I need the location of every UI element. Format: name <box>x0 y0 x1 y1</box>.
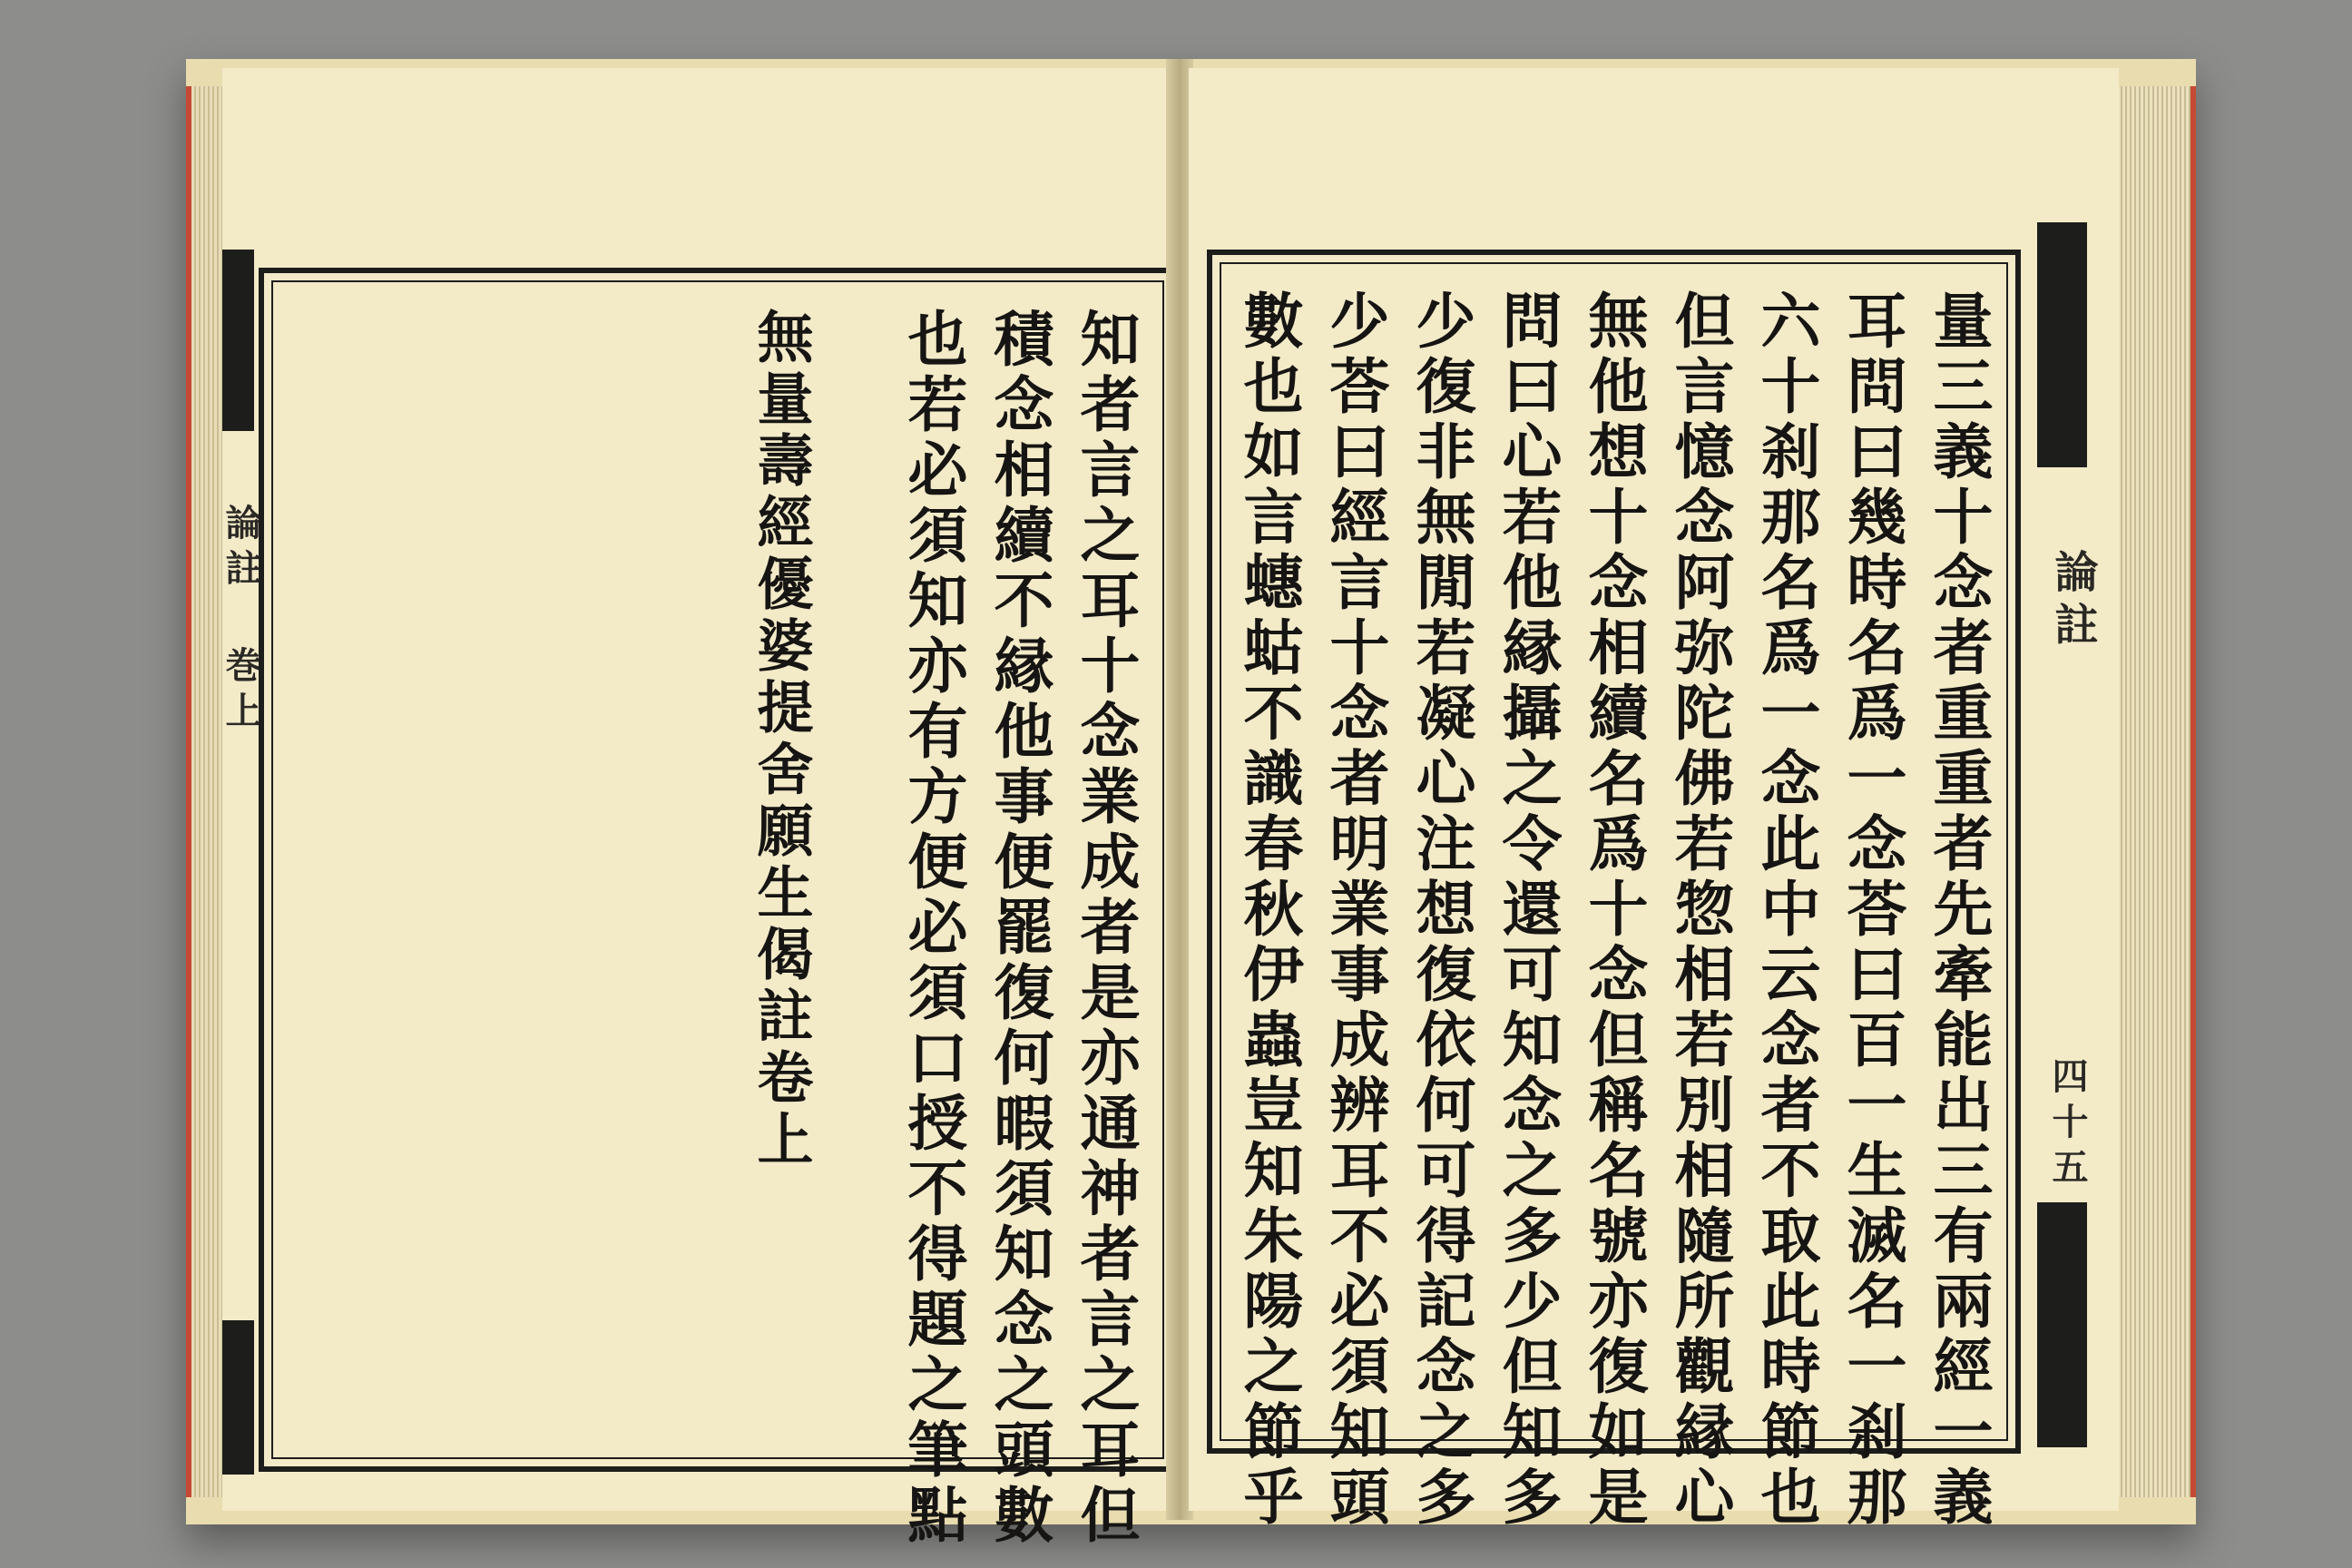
text-frame-left <box>259 268 1177 1549</box>
margin-block <box>222 250 254 431</box>
text-column: 積念相續不縁他事便罷復何暇須知念之頭數 <box>984 308 1054 1549</box>
open-book <box>186 59 2196 1549</box>
margin-block <box>2037 1202 2087 1447</box>
text-column: 六十刹那名爲一念此中云念者不取此時節也 <box>1750 289 1821 1531</box>
text-column: 少荅曰經言十念者明業事成辨耳不必須知頭 <box>1319 289 1390 1531</box>
text-column: 耳問曰幾時名爲一念荅曰百一生滅名一刹那 <box>1837 289 1907 1531</box>
volume-title: 無量壽經優婆提舍願生偈註卷上 <box>748 308 814 1171</box>
page-edges-right <box>2113 86 2196 1497</box>
text-column: 少復非無閒若凝心注想復依何可得記念之多 <box>1406 289 1476 1531</box>
left-margin-label: 論註 巻上 <box>220 504 262 737</box>
right-margin-label: 論註 <box>2047 549 2098 654</box>
margin-block <box>2037 222 2087 467</box>
left-page <box>220 68 1171 1549</box>
text-column: 無他想十念相續名爲十念但稱名號亦復如是 <box>1578 289 1649 1531</box>
text-column: 量三義十念者重重者先牽能出三有兩經一義 <box>1923 289 1994 1531</box>
page-number: 四十五 <box>2046 1057 2089 1193</box>
right-page <box>1189 68 2119 1531</box>
text-column: 知者言之耳十念業成者是亦通神者言之耳但 <box>1070 308 1141 1549</box>
text-column: 但言憶念阿弥陀佛若惣相若別相隨所觀縁心 <box>1664 289 1735 1531</box>
text-column: 問曰心若他縁攝之令還可知念之多少但知多 <box>1492 289 1563 1531</box>
text-frame-right <box>1207 250 2021 1531</box>
text-column: 也若必須知亦有方便必須口授不得題之筆點 <box>897 308 968 1549</box>
margin-block <box>222 1320 254 1475</box>
text-column: 數也如言蟪蛄不識春秋伊蟲豈知朱陽之節乎 <box>1233 289 1304 1531</box>
